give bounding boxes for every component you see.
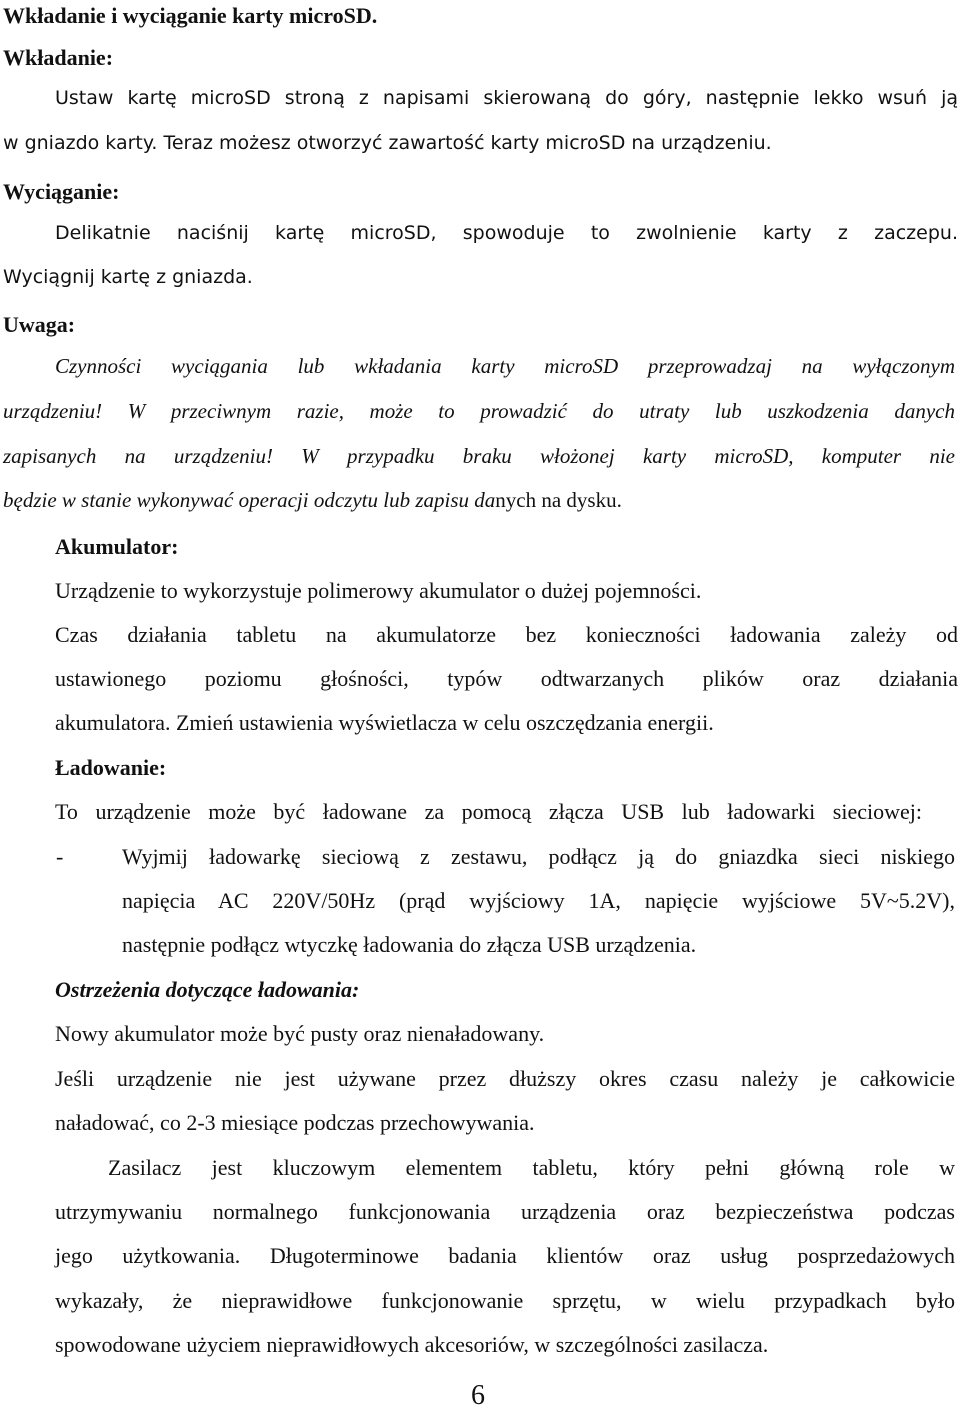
battery-heading: Akumulator: bbox=[55, 534, 179, 559]
charging-list-bullet: - bbox=[56, 844, 64, 869]
remove-heading: Wyciąganie: bbox=[3, 179, 120, 204]
note-text-line-4 bbox=[3, 490, 622, 511]
insert-text-line-2: w gniazdo karty. Teraz możesz otworzyć zawartość karty microSD na urządzeniu. bbox=[3, 132, 772, 154]
warnings-text-line-1: Nowy akumulator może być pusty oraz nienaładowany. bbox=[55, 1021, 545, 1046]
warnings-text-line-3: naładować, co 2-3 miesiące podczas przechowywania. bbox=[55, 1110, 535, 1135]
charging-list-item-line-1: Wyjmij ładowarkę sieciową z zestawu, podłącz ją do gniazdka sieci niskiego bbox=[122, 844, 955, 869]
note-heading: Uwaga: bbox=[3, 312, 76, 337]
insert-text-line-1: Ustaw kartę microSD stroną z napisami skierowaną do góry, następnie lekko wsuń ją bbox=[55, 87, 958, 109]
adapter-paragraph-line-5: spowodowane użyciem nieprawidłowych akcesoriów, w szczególności zasilacza. bbox=[55, 1332, 769, 1357]
adapter-paragraph-line-4: wykazały, że nieprawidłowe funkcjonowanie sprzętu, w wielu przypadkach było bbox=[55, 1288, 955, 1313]
note-text-line-2: urządzeniu! W przeciwnym razie, może to prowadzić do utraty lub uszkodzenia danych bbox=[3, 399, 955, 423]
charging-list-item-line-3: następnie podłącz wtyczkę ładowania do złącza USB urządzenia. bbox=[122, 932, 697, 957]
page-number: 6 bbox=[471, 1380, 485, 1411]
battery-text-line-1: Urządzenie to wykorzystuje polimerowy akumulator o dużej pojemności. bbox=[55, 578, 702, 603]
warnings-heading: Ostrzeżenia dotyczące ładowania: bbox=[55, 977, 360, 1002]
remove-text-line-2: Wyciągnij kartę z gniazda. bbox=[3, 266, 253, 288]
note-text-line-4-rest: nych na dysku. bbox=[495, 488, 622, 512]
adapter-paragraph-line-2: utrzymywaniu normalnego funkcjonowania urządzenia oraz bezpieczeństwa podczas bbox=[55, 1199, 955, 1224]
warnings-text-line-2: Jeśli urządzenie nie jest używane przez dłuższy okres czasu należy je całkowicie bbox=[55, 1066, 955, 1091]
battery-text-line-3: ustawionego poziomu głośności, typów odtwarzanych plików oraz działania bbox=[55, 666, 958, 691]
remove-text-line-1: Delikatnie naciśnij kartę microSD, spowoduje to zwolnienie karty z zaczepu. bbox=[55, 222, 958, 244]
note-text-line-3: zapisanych na urządzeniu! W przypadku braku włożonej karty microSD, komputer nie bbox=[3, 444, 955, 468]
charging-text-line-1: To urządzenie może być ładowane za pomocą złącza USB lub ładowarki sieciowej: bbox=[55, 799, 922, 824]
document-title: Wkładanie i wyciąganie karty microSD. bbox=[3, 3, 378, 28]
battery-text-line-2: Czas działania tabletu na akumulatorze bez konieczności ładowania zależy od bbox=[55, 622, 958, 647]
adapter-paragraph-line-3: jego użytkowania. Długoterminowe badania klientów oraz usług posprzedażowych bbox=[55, 1243, 955, 1268]
note-text-line-1: Czynności wyciągania lub wkładania karty microSD przeprowadzaj na wyłączonym bbox=[55, 354, 955, 378]
note-text-line-4-italic: będzie w stanie wykonywać operacji odczytu lub zapisu da bbox=[3, 488, 496, 512]
battery-text-line-4: akumulatora. Zmień ustawienia wyświetlacza w celu oszczędzania energii. bbox=[55, 710, 714, 735]
adapter-paragraph-line-1: Zasilacz jest kluczowym elementem tabletu, który pełni główną role w bbox=[108, 1155, 955, 1180]
charging-heading: Ładowanie: bbox=[55, 755, 167, 780]
charging-list-item-line-2: napięcia AC 220V/50Hz (prąd wyjściowy 1A, napięcie wyjściowe 5V~5.2V), bbox=[122, 888, 955, 913]
insert-heading: Wkładanie: bbox=[3, 45, 114, 70]
